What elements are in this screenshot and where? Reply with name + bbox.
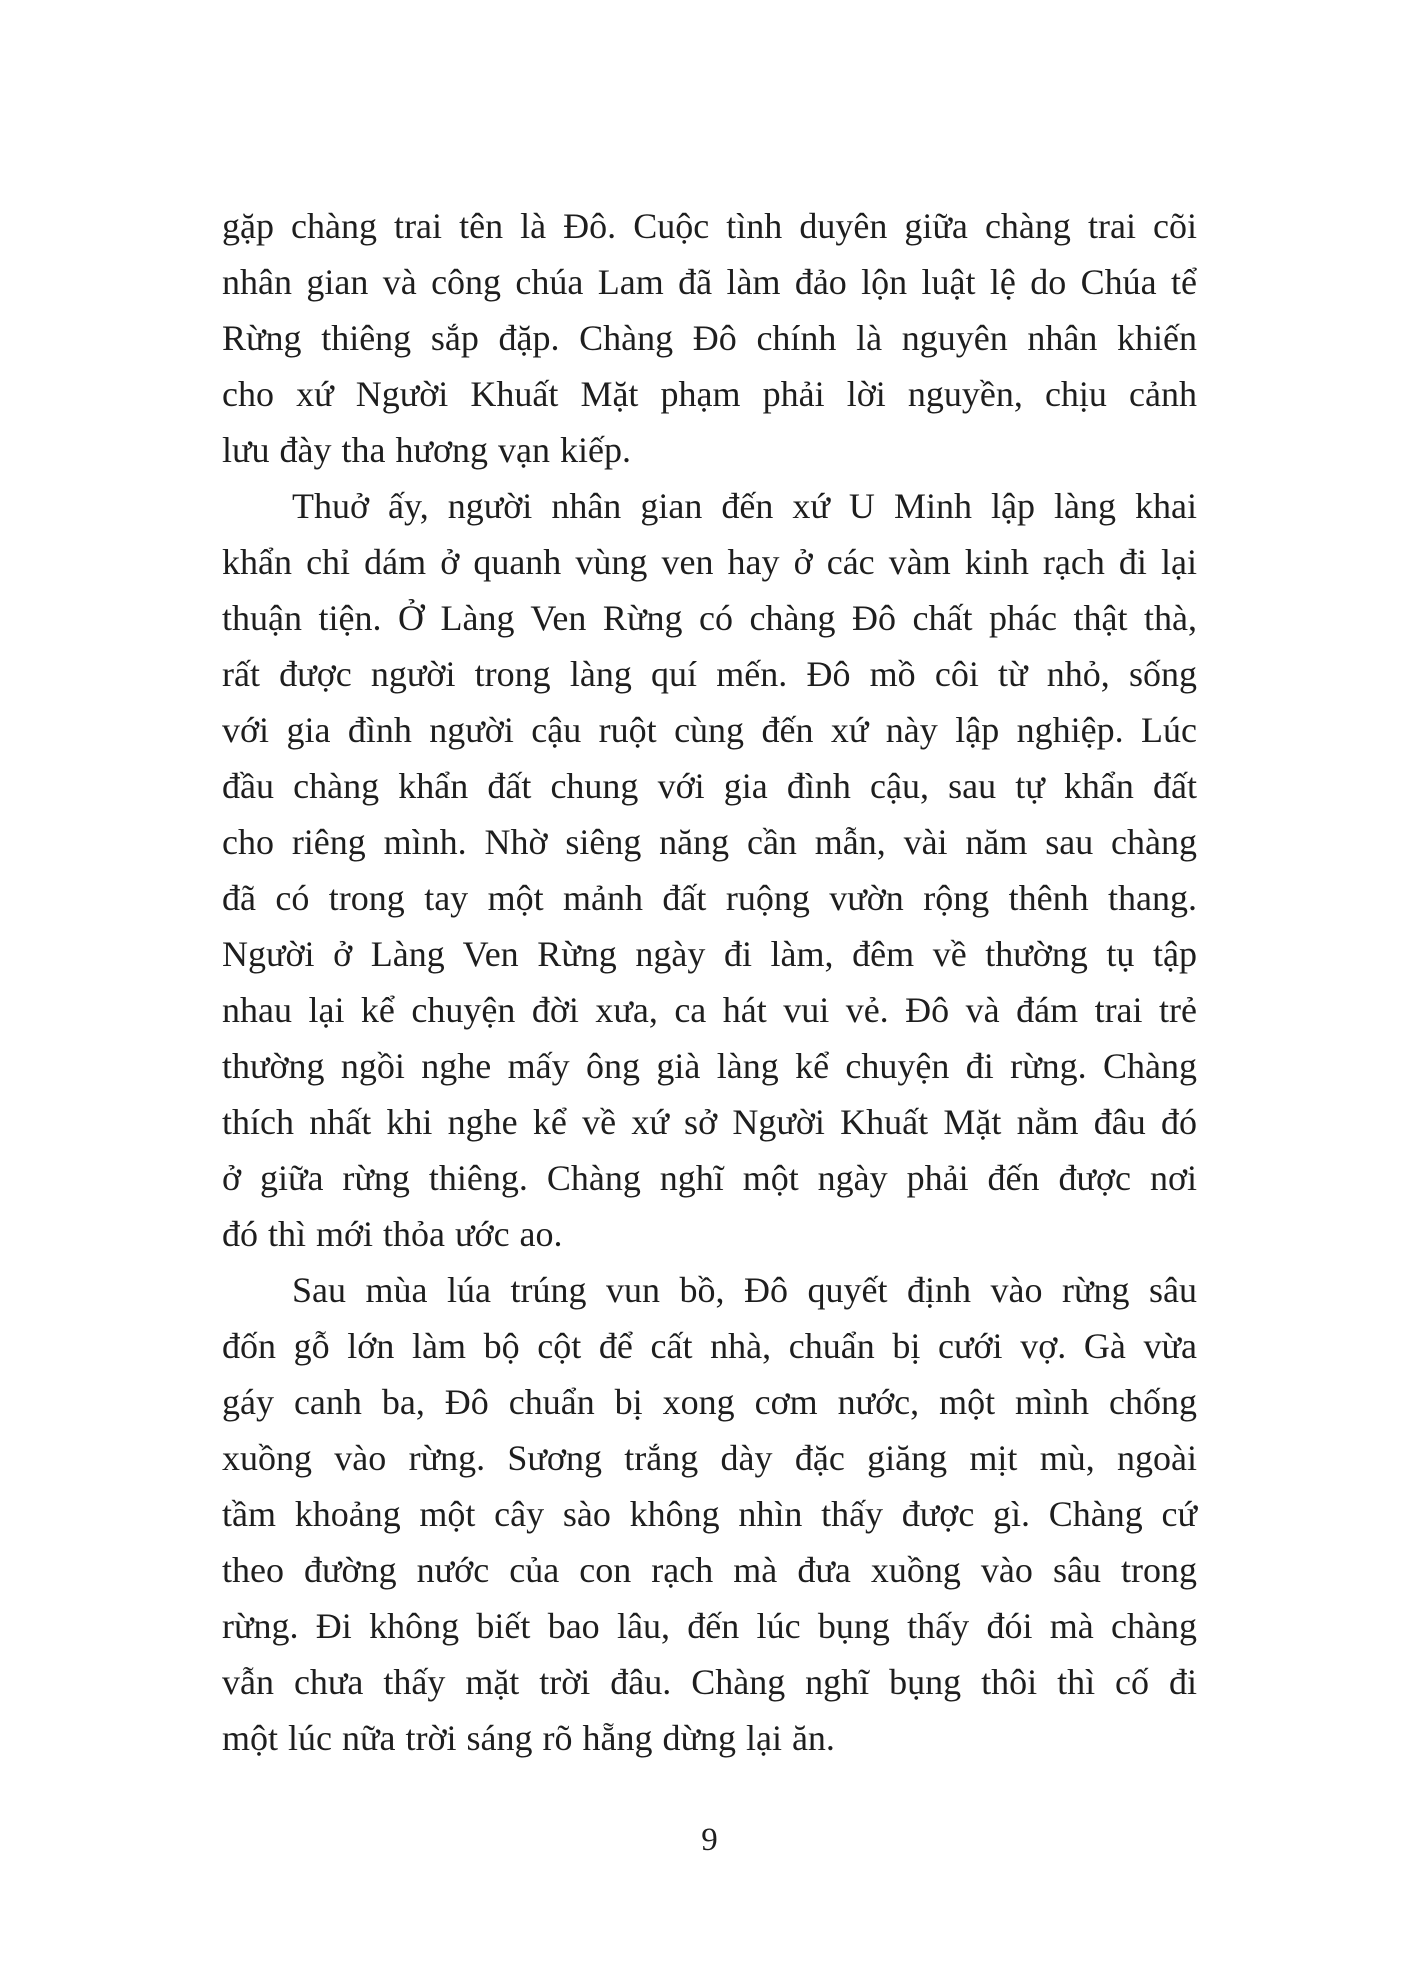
page-number: 9 — [701, 1822, 718, 1858]
text-line: thích nhất khi nghe kể về xứ sở Người Khuất Mặt nằm đâu đó — [222, 1102, 1197, 1142]
body-text — [222, 198, 1197, 1766]
text-line: khẩn chỉ dám ở quanh vùng ven hay ở các vàm kinh rạch đi lại — [222, 542, 1197, 582]
paragraph — [222, 198, 1197, 478]
text-line: rừng. Đi không biết bao lâu, đến lúc bụng thấy đói mà chàng — [222, 1606, 1197, 1646]
text-line: nhân gian và công chúa Lam đã làm đảo lộn luật lệ do Chúa tể — [222, 262, 1197, 302]
text-line: với gia đình người cậu ruột cùng đến xứ này lập nghiệp. Lúc — [222, 710, 1197, 750]
text-line: đã có trong tay một mảnh đất ruộng vườn rộng thênh thang. — [222, 878, 1197, 918]
paragraph — [222, 1262, 1197, 1766]
text-line: tầm khoảng một cây sào không nhìn thấy được gì. Chàng cứ — [222, 1494, 1197, 1534]
text-line: cho xứ Người Khuất Mặt phạm phải lời nguyền, chịu cảnh — [222, 374, 1197, 414]
text-line: vẫn chưa thấy mặt trời đâu. Chàng nghĩ bụng thôi thì cố đi — [222, 1662, 1197, 1702]
text-line: Rừng thiêng sắp đặp. Chàng Đô chính là nguyên nhân khiến — [222, 318, 1197, 358]
text-line: cho riêng mình. Nhờ siêng năng cần mẫn, vài năm sau chàng — [222, 822, 1197, 862]
text-line: Người ở Làng Ven Rừng ngày đi làm, đêm về thường tụ tập — [222, 934, 1197, 974]
paragraph — [222, 478, 1197, 1262]
text-line: theo đường nước của con rạch mà đưa xuồng vào sâu trong — [222, 1550, 1197, 1590]
text-line: nhau lại kể chuyện đời xưa, ca hát vui vẻ. Đô và đám trai trẻ — [222, 990, 1197, 1030]
text-line: đầu chàng khẩn đất chung với gia đình cậu, sau tự khẩn đất — [222, 766, 1197, 806]
text-line: rất được người trong làng quí mến. Đô mồ côi từ nhỏ, sống — [222, 654, 1197, 694]
text-line: Thuở ấy, người nhân gian đến xứ U Minh lập làng khai — [292, 486, 1197, 526]
text-line: thuận tiện. Ở Làng Ven Rừng có chàng Đô chất phác thật thà, — [222, 598, 1197, 638]
text-line: thường ngồi nghe mấy ông già làng kể chuyện đi rừng. Chàng — [222, 1046, 1197, 1086]
text-line: xuồng vào rừng. Sương trắng dày đặc giăng mịt mù, ngoài — [222, 1438, 1197, 1478]
text-line: Sau mùa lúa trúng vun bồ, Đô quyết định vào rừng sâu — [292, 1270, 1197, 1310]
text-line: lưu đày tha hương vạn kiếp. — [222, 430, 631, 470]
text-line: đốn gỗ lớn làm bộ cột để cất nhà, chuẩn bị cưới vợ. Gà vừa — [222, 1326, 1197, 1366]
text-line: gặp chàng trai tên là Đô. Cuộc tình duyên giữa chàng trai cõi — [222, 206, 1197, 246]
text-line: ở giữa rừng thiêng. Chàng nghĩ một ngày phải đến được nơi — [222, 1158, 1197, 1198]
text-line: đó thì mới thỏa ước ao. — [222, 1214, 563, 1254]
text-line: gáy canh ba, Đô chuẩn bị xong cơm nước, một mình chống — [222, 1382, 1197, 1422]
text-line: một lúc nữa trời sáng rõ hẵng dừng lại ăn. — [222, 1718, 835, 1758]
